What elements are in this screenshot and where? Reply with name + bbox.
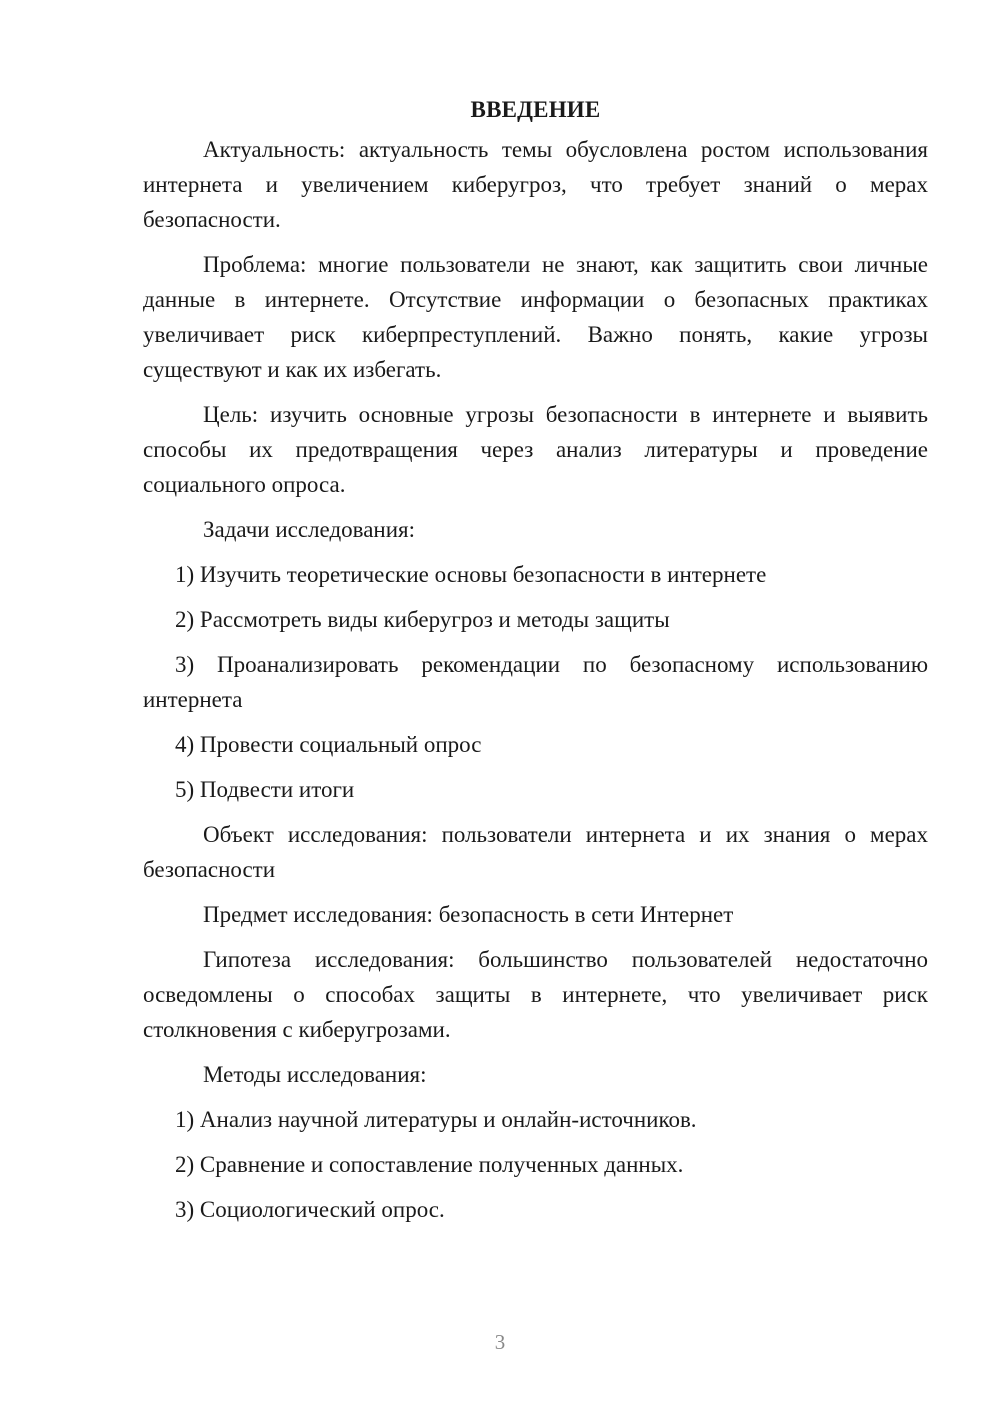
list-item: 1) Изучить теоретические основы безопасности в интернете (175, 562, 767, 587)
tasks-title: Задачи исследования: (203, 517, 416, 542)
page-number: 3 (494, 1330, 506, 1354)
methods-list (143, 1102, 928, 1227)
list-item: 4) Провести социальный опрос (175, 732, 482, 757)
object-paragraph: Объект исследования: пользователи интернета и их знания о мерах безопасности (143, 822, 928, 882)
list-item: 1) Анализ научной литературы и онлайн-источников. (175, 1107, 697, 1132)
hypothesis-paragraph: Гипотеза исследования: большинство пользователей недостаточно осведомлены о способах защиты в интернете, что увеличивает риск столкновения с киберугрозами. (143, 947, 928, 1042)
list-item: 3) Проанализировать рекомендации по безопасному использованию интернета (143, 652, 928, 712)
relevance-paragraph: Актуальность: актуальность темы обусловлена ростом использования интернета и увеличением киберугроз, что требует знаний о мерах безопасности. (143, 137, 928, 232)
section-heading: ВВЕДЕНИЕ (470, 97, 601, 122)
subject-paragraph: Предмет исследования: безопасность в сети Интернет (203, 902, 734, 927)
tasks-list (143, 557, 928, 807)
list-item: 5) Подвести итоги (175, 777, 355, 802)
document-page (143, 92, 928, 1237)
goal-paragraph: Цель: изучить основные угрозы безопасности в интернете и выявить способы их предотвращения через анализ литературы и проведение социального опроса. (143, 402, 928, 497)
problem-paragraph: Проблема: многие пользователи не знают, как защитить свои личные данные в интернете. Отсутствие информации о безопасных практиках увеличивает риск киберпреступлений. Важно понять, какие угрозы существуют и как их избегать. (143, 252, 928, 382)
list-item: 2) Сравнение и сопоставление полученных данных. (175, 1152, 684, 1177)
methods-title: Методы исследования: (203, 1062, 427, 1087)
list-item: 3) Социологический опрос. (175, 1197, 445, 1222)
list-item: 2) Рассмотреть виды киберугроз и методы защиты (175, 607, 670, 632)
